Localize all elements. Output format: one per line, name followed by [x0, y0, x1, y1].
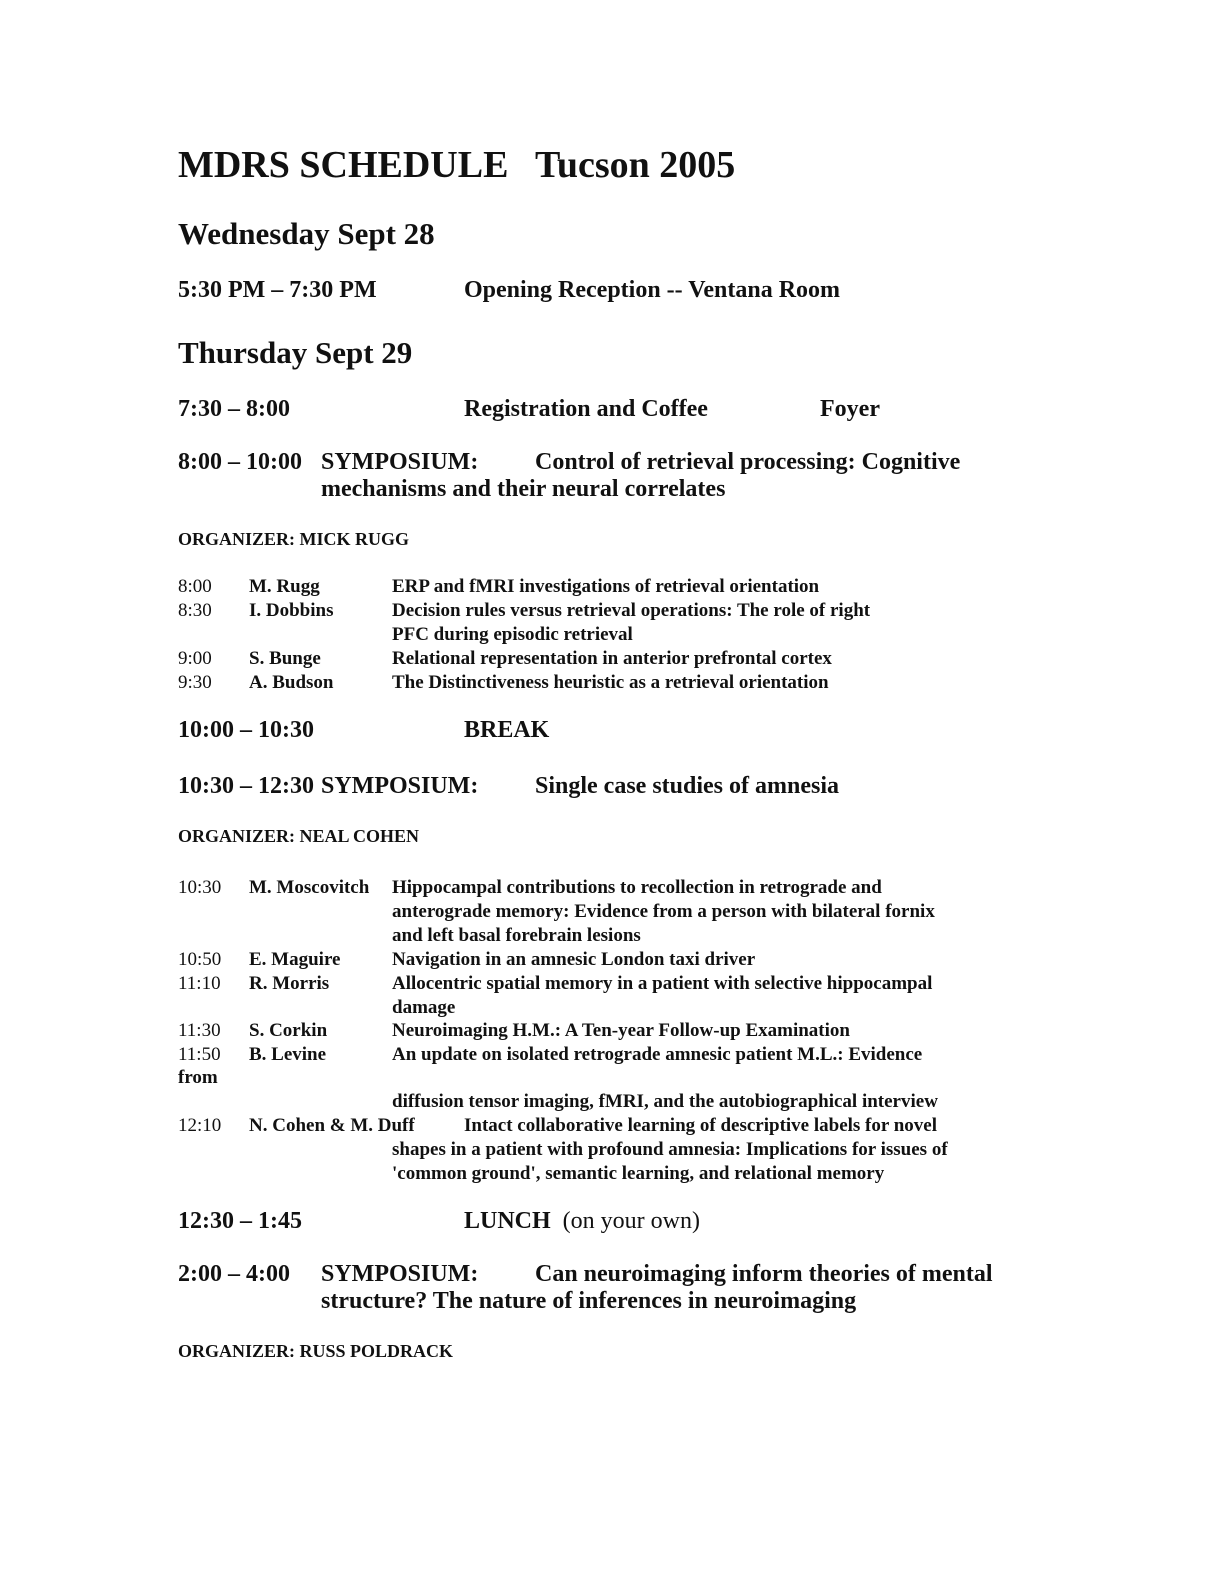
talk-title-cont: damage: [392, 997, 456, 1018]
talk-title: Navigation in an amnesic London taxi driver: [392, 949, 756, 970]
talk-title: The Distinctiveness heuristic as a retrieval orientation: [392, 672, 829, 693]
symposium2-organizer: ORGANIZER: NEAL COHEN: [178, 826, 420, 846]
title-place: Tucson 2005: [535, 144, 736, 186]
talk-title-cont: and left basal forebrain lesions: [392, 925, 641, 946]
talk-title-overflow: from: [178, 1067, 218, 1088]
lunch-title: [464, 1208, 700, 1235]
talk-speaker: E. Maguire: [249, 949, 341, 970]
talk-title: Allocentric spatial memory in a patient with selective hippocampal: [392, 973, 933, 994]
event-time: 5:30 PM – 7:30 PM: [178, 277, 377, 303]
symposium3-title-line1: Can neuroimaging inform theories of mental: [535, 1261, 993, 1287]
symposium2-time: 10:30 – 12:30: [178, 773, 314, 799]
talk-speaker: S. Corkin: [249, 1020, 328, 1041]
talk-time: 8:00: [178, 576, 212, 597]
talk-speaker: N. Cohen & M. Duff: [249, 1115, 415, 1136]
talk-title-cont: anterograde memory: Evidence from a person with bilateral fornix: [392, 901, 935, 922]
registration-location: Foyer: [820, 396, 880, 422]
symposium1-title-line2: mechanisms and their neural correlates: [321, 476, 726, 502]
talk-title: An update on isolated retrograde amnesic patient M.L.: Evidence: [392, 1044, 923, 1065]
talk-title: Hippocampal contributions to recollection in retrograde and: [392, 877, 882, 898]
talk-title: Decision rules versus retrieval operations: The role of right: [392, 600, 871, 621]
symposium3-time: 2:00 – 4:00: [178, 1261, 290, 1287]
talk-title-cont: diffusion tensor imaging, fMRI, and the autobiographical interview: [392, 1091, 938, 1112]
symposium2-label: SYMPOSIUM:: [321, 773, 479, 799]
talk-title-cont: PFC during episodic retrieval: [392, 624, 633, 645]
symposium3-title-line2: structure? The nature of inferences in neuroimaging: [321, 1288, 857, 1314]
talk-title-cont: 'common ground', semantic learning, and relational memory: [392, 1163, 885, 1184]
symposium1-organizer: ORGANIZER: MICK RUGG: [178, 529, 410, 549]
talk-title: Neuroimaging H.M.: A Ten-year Follow-up Examination: [392, 1020, 850, 1041]
talk-speaker: M. Rugg: [249, 576, 320, 597]
registration-title: Registration and Coffee: [464, 396, 708, 422]
break-time: 10:00 – 10:30: [178, 717, 314, 743]
talk-time: 12:10: [178, 1115, 222, 1136]
talk-speaker: M. Moscovitch: [249, 877, 370, 898]
symposium3-label: SYMPOSIUM:: [321, 1261, 479, 1287]
talk-speaker: A. Budson: [249, 672, 334, 693]
talk-time: 11:30: [178, 1020, 221, 1041]
symposium3-organizer: ORGANIZER: RUSS POLDRACK: [178, 1341, 454, 1361]
symposium1-label: SYMPOSIUM:: [321, 449, 479, 475]
talk-time: 11:10: [178, 973, 221, 994]
talk-title-cont: shapes in a patient with profound amnesia: Implications for issues of: [392, 1139, 948, 1160]
talk-speaker: I. Dobbins: [249, 600, 334, 621]
event-title: Opening Reception -- Ventana Room: [464, 277, 841, 303]
lunch-label: LUNCH: [464, 1208, 551, 1234]
lunch-time: 12:30 – 1:45: [178, 1208, 302, 1234]
talk-title: ERP and fMRI investigations of retrieval orientation: [392, 576, 820, 597]
day-heading-thursday: Thursday Sept 29: [178, 335, 413, 370]
talk-speaker: B. Levine: [249, 1044, 327, 1065]
symposium1-title-line1: Control of retrieval processing: Cognitive: [535, 449, 961, 475]
day-heading-wednesday: Wednesday Sept 28: [178, 216, 435, 251]
symposium1-time: 8:00 – 10:00: [178, 449, 302, 475]
talk-time: 10:50: [178, 949, 222, 970]
talk-time: 9:00: [178, 648, 212, 669]
talk-title: Intact collaborative learning of descriptive labels for novel: [464, 1115, 938, 1136]
title-main: MDRS SCHEDULE: [178, 144, 509, 186]
break-title: BREAK: [464, 717, 550, 743]
talk-time: 11:50: [178, 1044, 221, 1065]
page-title: [178, 143, 736, 187]
talk-time: 8:30: [178, 600, 212, 621]
talk-time: 10:30: [178, 877, 222, 898]
lunch-note: (on your own): [562, 1208, 700, 1234]
registration-time: 7:30 – 8:00: [178, 396, 290, 422]
talk-title: Relational representation in anterior prefrontal cortex: [392, 648, 832, 669]
talk-speaker: S. Bunge: [249, 648, 321, 669]
talk-speaker: R. Morris: [249, 973, 330, 994]
talk-time: 9:30: [178, 672, 212, 693]
symposium2-title-line1: Single case studies of amnesia: [535, 773, 840, 799]
